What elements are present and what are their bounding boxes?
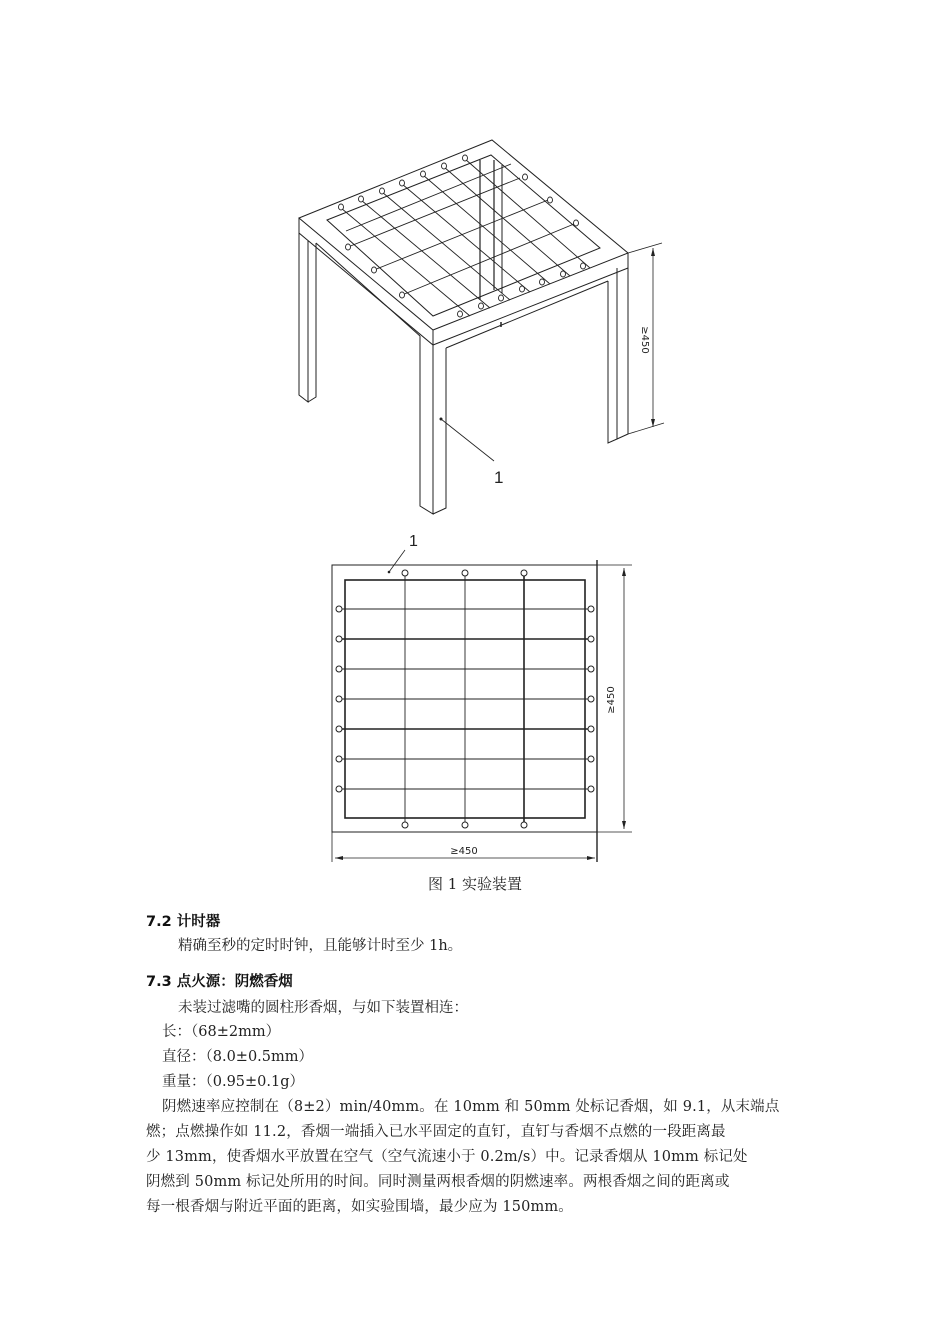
spec-diameter [162, 1045, 313, 1066]
spec-weight [162, 1070, 304, 1091]
body-line-5: 每一根香烟与附近平面的距离，如实验围墙，最少应为 150mm。 [146, 1199, 573, 1215]
body-line-4: 阴燃到 50mm 标记处所用的时间。同时测量两根香烟的阴燃速率。两根香烟之间的距离或 [146, 1174, 730, 1190]
plan-dimension-height: ≥450 [606, 686, 617, 714]
section-7-2-paragraph: 精确至秒的定时时钟，且能够计时至少 1h。 [178, 938, 463, 954]
section-heading-7-3: 7.3 点火源：阴燃香烟 [146, 974, 293, 990]
spec-weight-value: （0.95±0.1g） [205, 1074, 305, 1090]
spec-diameter-value: （8.0±0.5mm） [205, 1049, 314, 1065]
plan-dimension-width: ≥450 [450, 846, 478, 857]
body-line-1: 阴燃速率应控制在（8±2）min/40mm。在 10mm 和 50mm 处标记香烟，如 9.1，从末端点 [162, 1099, 780, 1115]
spec-length-value: （68±2mm） [191, 1024, 281, 1040]
section-heading-7-2: 7.2 计时器 [146, 914, 221, 930]
plan-view [332, 550, 632, 862]
iso-label-1: 1 [494, 468, 504, 487]
section-7-3-intro: 未装过滤嘴的圆柱形香烟，与如下装置相连： [178, 1000, 468, 1016]
spec-weight-label: 重量： [162, 1074, 206, 1090]
isometric-view [299, 140, 664, 514]
spec-diameter-label: 直径： [162, 1049, 206, 1065]
spec-length-label: 长： [162, 1024, 191, 1040]
plan-label-1: 1 [409, 533, 418, 550]
iso-dimension-height: ≥450 [639, 326, 650, 354]
body-line-3: 少 13mm，使香烟水平放置在空气（空气流速小于 0.2m/s）中。记录香烟从 10mm 标记处 [146, 1149, 748, 1165]
body-line-2: 燃；点燃操作如 11.2，香烟一端插入已水平固定的直钉，直钉与香烟不点燃的一段距离最 [146, 1124, 726, 1140]
spec-length [162, 1020, 280, 1041]
figure-caption: 图 1 实验装置 [427, 875, 523, 893]
